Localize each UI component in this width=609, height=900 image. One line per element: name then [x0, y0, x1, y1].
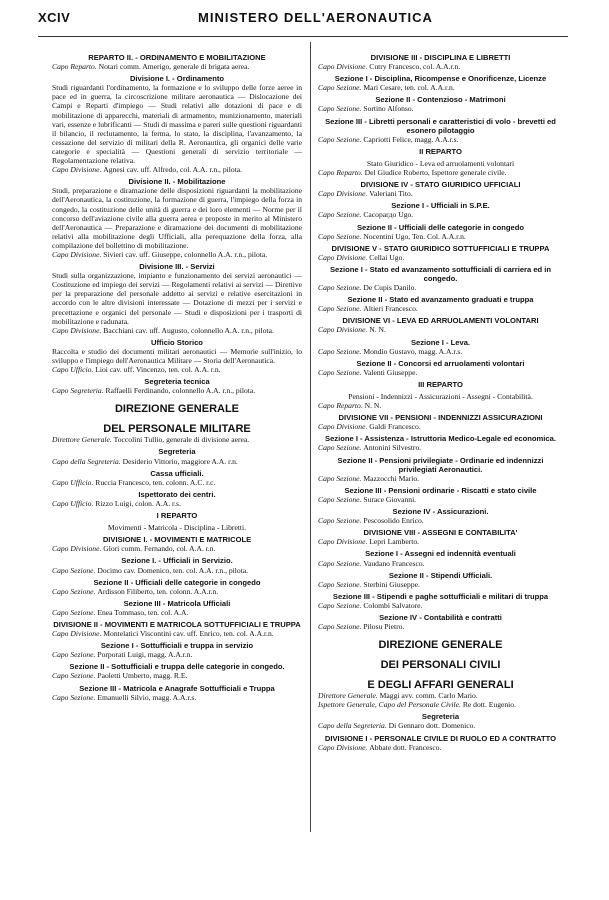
staff-entry — [52, 457, 302, 466]
role-label: Capo Divisione. — [52, 165, 104, 175]
entry-text: Sortino Alfonso. — [363, 104, 414, 114]
role-label: Capo Divisione. — [318, 422, 370, 432]
section-heading: Sezione II - Sottufficiali e truppa delle categorie in congedo. — [69, 662, 285, 672]
section-heading: DIVISIONE II - MOVIMENTI E MATRICOLA SOTTUFFICIALI E TRUPPA — [53, 619, 301, 629]
role-label: Direttore Generale. — [52, 435, 114, 445]
entry-text: Ruccia Francesco, ten. colonn. A.C. r.c. — [95, 477, 216, 487]
entry-text: Sterbini Giuseppe. — [363, 579, 420, 589]
staff-entry — [52, 386, 302, 395]
role-label: Capo Sezione. — [318, 558, 364, 568]
staff-entry — [318, 559, 563, 568]
section-heading: Sezione III - Libretti personali e caratteristici di volo - brevetti ed esonero pilotaggio — [325, 116, 556, 135]
staff-entry — [318, 253, 563, 262]
role-label: Capo Sezione. — [318, 134, 364, 144]
section-heading: Sezione IV - Assicurazioni. — [392, 507, 489, 517]
role-label: Capo Sezione. — [318, 516, 364, 526]
role-label: Direttore Generale. — [318, 691, 380, 701]
entry-text: Notari comm. Amerigo, generale di brigata aerea. — [98, 62, 250, 72]
role-label: Capo Divisione. — [318, 252, 370, 262]
duties-paragraph — [52, 271, 302, 326]
staff-entry — [318, 537, 563, 546]
entry-text: Sivieri cav. uff. Giuseppe, colonnello A.A. r.n., pilota. — [103, 249, 268, 259]
role-label: Capo Divisione. — [52, 249, 104, 259]
entry-text: Pilosu Pietro. — [363, 622, 405, 632]
entry-text: Di Gennaro dott. Domenico. — [388, 721, 476, 731]
entry-text: N. N. — [369, 325, 386, 335]
staff-entry — [318, 283, 563, 292]
section-heading: Segreteria tecnica — [144, 377, 210, 387]
directorate-heading: E DEGLI AFFARI GENERALI — [367, 679, 514, 692]
staff-entry — [318, 474, 563, 483]
section-heading: DIVISIONE IV - STATO GIURIDICO UFFICIALI — [360, 180, 521, 190]
section-heading: Sezione II - Ufficiali delle categorie in congedo — [93, 577, 261, 587]
column-divider — [310, 42, 311, 832]
staff-entry — [52, 250, 302, 259]
staff-entry — [318, 700, 563, 709]
staff-entry — [318, 401, 563, 410]
staff-entry — [318, 422, 563, 431]
staff-entry — [318, 691, 563, 700]
staff-entry — [318, 210, 563, 219]
directorate-heading: DEI PERSONALI CIVILI — [380, 659, 501, 672]
role-label: Capo Sezione. — [318, 600, 364, 610]
staff-entry — [318, 83, 563, 92]
section-heading: I REPARTO — [156, 511, 198, 521]
role-label: Capo Sezione. — [318, 83, 364, 93]
staff-entry — [318, 304, 563, 313]
staff-entry — [52, 365, 302, 374]
role-label: Capo Divisione. — [318, 537, 370, 547]
entry-text: Surace Giovanni. — [363, 494, 417, 504]
entry-text: Studi, preparazione e diramazione delle disposizioni riguardanti la mobilitazione dell'Aeronautica, la costituzione, la formazione di guerra, l'impiego della forza in congedo, la costituzione delle unità di guerra e dei loro elementi — Norme per il concorso dell'aviazione civile alla guerra aerea e proposte in merito al Ministero dell'Aeronautica — Preparazione e diramazione dei documenti di mobilitazione relativi alla mobilitazione degli Ufficiali, alla perequazione della forza, alla compilazione del bollettino di mobilitazione. — [52, 186, 302, 250]
section-heading: DIVISIONE VII - PENSIONI - INDENNIZZI ASSICURAZIONI — [338, 413, 543, 423]
staff-entry — [318, 104, 563, 113]
section-heading: Ufficio Storico — [151, 337, 203, 347]
section-heading: Sezione I - Leva. — [410, 337, 471, 347]
role-label: Capo Divisione. — [52, 325, 104, 335]
section-heading: Sezione II - Stato ed avanzamento graduati e truppa — [347, 295, 534, 305]
staff-entry — [52, 693, 302, 702]
section-heading: Divisione III. - Servizi — [139, 262, 215, 272]
role-label: Capo Ufficio. — [52, 365, 96, 375]
section-heading: Sezione III - Matricola e Anagrafe Sottufficiali e Truppa — [79, 683, 275, 693]
role-label: Capo Sezione. — [318, 473, 364, 483]
staff-entry — [318, 495, 563, 504]
role-label: Capo Sezione. — [318, 622, 364, 632]
entry-text: Paoletti Umberto, magg. R.E. — [97, 671, 188, 681]
section-heading: II REPARTO — [419, 146, 462, 156]
entry-text: Cacoparдо Ugo. — [363, 210, 414, 220]
entry-text: Abbate dott. Francesco. — [369, 742, 442, 752]
staff-entry — [318, 347, 563, 356]
entry-text: Valenti Giuseppe. — [363, 367, 418, 377]
entry-text: Lioi cav. uff. Vincenzo, ten. col. A.A. r.n. — [95, 365, 221, 375]
section-heading: DIVISIONE V - STATO GIURIDICO SOTTUFFICIALI E TRUPPA — [331, 243, 550, 253]
entry-text: Galdi Francesco. — [369, 422, 421, 432]
staff-entry — [318, 622, 563, 631]
entry-text: Agnesi cav. uff. Alfredo, col. A.A. r.n., pilota. — [103, 165, 243, 175]
section-heading: Sezione II - Contenzioso - Matrimoni — [375, 95, 506, 105]
running-header — [38, 8, 589, 30]
directorate-heading: DEL PERSONALE MILITARE — [103, 423, 251, 436]
staff-entry — [318, 189, 563, 198]
role-label: Capo Ufficio. — [52, 498, 96, 508]
role-label: Capo Sezione. — [52, 565, 98, 575]
section-heading: Sezione III - Pensioni ordinarie - Riscatti e stato civile — [344, 485, 537, 495]
staff-entry — [318, 368, 563, 377]
staff-entry — [318, 721, 563, 730]
staff-entry — [52, 566, 302, 575]
section-heading: Sezione II - Concorsi ed arruolamenti volontari — [356, 358, 525, 368]
section-heading: Segreteria — [421, 712, 460, 722]
role-label: Capo Reparto. — [318, 401, 365, 411]
staff-entry — [318, 743, 563, 752]
staff-entry — [318, 601, 563, 610]
role-label: Capo Sezione. — [318, 579, 364, 589]
entry-text: N. N. — [364, 401, 382, 411]
section-heading: DIVISIONE I - PERSONALE CIVILE DI RUOLO ED A CONTRATTO — [324, 733, 557, 743]
role-label: Capo Sezione. — [318, 443, 364, 453]
role-label: Ispettore Generale, Capo del Personale Civile. — [318, 700, 463, 710]
section-heading: Sezione I - Stato ed avanzamento sottufficiali di carriera ed in congedo. — [329, 264, 552, 283]
entry-text: Porporati Luigi, magg. A.A.r.n. — [97, 650, 193, 660]
entry-text: Cutry Francesco, col. A.A.r.n. — [369, 62, 461, 72]
entry-text: Emanuelli Silvio, magg. A.A.r.s. — [97, 692, 197, 702]
entry-text: Del Giudice Roberto, Ispettore generale civile. — [364, 168, 507, 178]
role-label: Capo Sezione. — [318, 494, 364, 504]
entry-text: Rizzo Luigi, colon. A.A. r.s. — [95, 498, 181, 508]
role-label: Capo Sezione. — [52, 586, 98, 596]
role-label: Capo Segreteria. — [52, 386, 106, 396]
left-column — [52, 50, 302, 702]
staff-entry — [52, 165, 302, 174]
role-label: Capo Sezione. — [318, 104, 364, 114]
role-label: Capo Divisione. — [318, 325, 370, 335]
section-heading: Sezione I. - Ufficiali in Servizio. — [121, 556, 233, 566]
entry-text: Lepri Lamberto. — [369, 537, 420, 547]
role-label: Capo Sezione. — [52, 607, 98, 617]
entry-text: Pescosolido Enrico. — [363, 516, 424, 526]
section-heading: III REPARTO — [418, 379, 463, 389]
role-label: Capo Sezione. — [52, 692, 98, 702]
section-heading: Divisione I. - Ordinamento — [129, 74, 225, 84]
entry-text: Bacchiani cav. uff. Augusto, colonnello A.A. r.n., pilota. — [103, 325, 274, 335]
staff-entry — [318, 580, 563, 589]
role-label: Capo Sezione. — [318, 346, 364, 356]
staff-entry — [318, 232, 563, 241]
entry-text: Desiderio Vittorio, maggiore A.A. r.n. — [122, 456, 238, 466]
reparto-subtitle: Stato Giuridico - Leva ed arruolamenti volontari — [366, 158, 515, 168]
section-heading: Ispettorato dei centri. — [138, 489, 216, 499]
entry-text: Toccolini Tullio, generale di divisione aerea. — [113, 435, 250, 445]
entry-text: Maggi avv. comm. Carlo Mario. — [379, 691, 478, 701]
role-label: Capo Sezione. — [318, 231, 364, 241]
staff-entry — [318, 168, 563, 177]
staff-entry — [318, 516, 563, 525]
entry-text: Vaudano Francesco. — [363, 558, 425, 568]
entry-text: Ardisson Filiberto, ten. colonn. A.A.r.n. — [97, 586, 219, 596]
role-label: Capo Sezione. — [318, 367, 364, 377]
staff-entry — [52, 608, 302, 617]
entry-text: Re dott. Eugenio. — [462, 700, 516, 710]
role-label: Capo Divisione. — [52, 544, 104, 554]
header-rule — [38, 36, 568, 37]
section-heading: Sezione II - Ufficiali delle categorie in congedo — [356, 222, 525, 232]
section-heading: REPARTO II. - ORDINAMENTO E MOBILITAZIONE — [88, 53, 266, 62]
entry-text: Mondio Gustavo, magg. A.A.r.s. — [363, 346, 463, 356]
running-title: MINISTERO DELL'AERONAUTICA — [198, 10, 433, 25]
section-heading: Sezione I - Sottufficiali e truppa in servizio — [100, 641, 254, 651]
role-label: Capo Ufficio. — [52, 477, 96, 487]
entry-text: Antonini Silvestro. — [363, 443, 422, 453]
entry-text: Studi sulla organizzazione, impianto e funzionamento dei servizi aeronautici — Costituzione ed impiego dei servizi — Regolamenti relativi ai servizi — Direttive per la preparazione del personale addetto ai servizi e relative esercitazioni in accordo con le altre divisioni interessate — Dotazione di mezzi per i servizi e precettazione e organici del personale — Studi e disposizioni per i trasporti di mobilitazione e radunata. — [52, 271, 302, 326]
staff-entry — [52, 435, 302, 444]
entry-text: Docimo cav. Domenico, ten. col. A.A. r.n., pilota. — [97, 565, 249, 575]
entry-text: De Cupis Danilo. — [363, 283, 417, 293]
duties-paragraph — [52, 186, 302, 250]
role-label: Capo Sezione. — [318, 210, 364, 220]
section-heading: Sezione I - Assistenza - Istruttoria Medico-Legale ed economica. — [325, 434, 556, 444]
role-label: Capo Sezione. — [318, 304, 364, 314]
entry-text: Mazzocchi Mario. — [363, 473, 420, 483]
entry-text: Enea Tommaso, ten. col. A.A. — [97, 607, 189, 617]
staff-entry — [52, 587, 302, 596]
role-label: Capo Divisione. — [318, 189, 370, 199]
role-label: Capo Reparto. — [318, 168, 365, 178]
entry-text: Nocentini Ugo, Ten. Col. A.A.r.n. — [363, 231, 466, 241]
staff-entry — [52, 629, 302, 638]
staff-entry — [52, 650, 302, 659]
page-number: XCIV — [38, 10, 71, 25]
role-label: Capo della Segreteria. — [318, 721, 389, 731]
staff-entry — [318, 325, 563, 334]
role-label: Capo Divisione. — [318, 742, 370, 752]
directorate-heading: DIREZIONE GENERALE — [378, 639, 503, 652]
staff-entry — [52, 671, 302, 680]
entry-text: Valeriani Tito. — [369, 189, 413, 199]
role-label: Capo Sezione. — [318, 283, 364, 293]
entry-text: Mari Cesare, ten. col. A.A.r.n. — [363, 83, 455, 93]
staff-entry — [318, 135, 563, 144]
section-heading: Sezione III - Stipendi e paghe sottufficiali e militari di truppa — [332, 591, 549, 601]
entry-text: Montelatici Viscontini cav. uff. Enrico, ten. col. A.A.r.n. — [103, 629, 274, 639]
staff-entry — [52, 62, 302, 71]
entry-text: Capriotti Felice, magg. A.A.r.s. — [363, 134, 459, 144]
entry-text: Cellai Ugo. — [369, 252, 405, 262]
section-heading: DIVISIONE I. - MOVIMENTI E MATRICOLE — [102, 535, 252, 545]
role-label: Capo Sezione. — [52, 671, 98, 681]
staff-entry — [52, 326, 302, 335]
section-heading: Sezione I - Ufficiali in S.P.E. — [391, 201, 490, 211]
section-heading: DIVISIONE VIII - ASSEGNI E CONTABILITA' — [363, 528, 518, 538]
role-label: Capo Divisione. — [318, 62, 370, 72]
section-heading: Divisione II. - Mobilitazione — [128, 177, 226, 187]
section-heading: DIVISIONE VI - LEVA ED ARRUOLAMENTI VOLONTARI — [342, 316, 539, 326]
role-label: Capo Divisione. — [52, 629, 104, 639]
section-heading: Sezione I - Assegni ed indennità eventuali — [365, 549, 516, 559]
directorate-heading: DIREZIONE GENERALE — [114, 403, 240, 416]
entry-text: Raffaelli Ferdinando, colonnello A.A. r.n., pilota. — [105, 386, 256, 396]
role-label: Capo Sezione. — [52, 650, 98, 660]
staff-entry — [318, 443, 563, 452]
right-column — [318, 50, 563, 752]
reparto-subtitle: Movimenti - Matricola - Disciplina - Libretti. — [107, 523, 247, 533]
entry-text: Colombi Salvatore. — [363, 600, 423, 610]
entry-text: Altieri Francesco. — [363, 304, 418, 314]
section-heading: DIVISIONE III - DISCIPLINA E LIBRETTI — [370, 53, 511, 62]
staff-entry — [52, 478, 302, 487]
section-heading: Sezione III - Matricola Ufficiali — [123, 598, 231, 608]
entry-text: Raccolta e studio dei documenti militari aeronautici — Memorie sull'inizio, lo sviluppo e l'impiego dell'Aeronautica Militare — Storia dell'Aeronautica. — [52, 346, 302, 365]
section-heading: Sezione I - Disciplina, Ricompense e Onorificenze, Licenze — [334, 74, 547, 84]
duties-paragraph — [52, 83, 302, 165]
staff-entry — [52, 544, 302, 553]
reparto-subtitle: Pensioni - Indennizzi - Assicurazioni - Assegni - Contabilità. — [348, 392, 533, 401]
role-label: Capo della Segreteria. — [52, 456, 123, 466]
section-heading: Sezione II - Stipendi Ufficiali. — [388, 570, 493, 580]
staff-entry — [318, 62, 563, 71]
duties-paragraph — [52, 347, 302, 365]
staff-entry — [52, 499, 302, 508]
section-heading: Segreteria — [158, 447, 196, 457]
role-label: Capo Reparto. — [52, 62, 99, 72]
section-heading: Cassa ufficiali. — [150, 468, 204, 478]
section-heading: Sezione II - Pensioni privilegiate - Ordinarie ed indennizzi privilegiati Aeronautici. — [337, 455, 544, 474]
entry-text: Glori comm. Fernando, col. A.A. r.n. — [103, 544, 216, 554]
entry-text: Studi riguardanti l'ordinamento, la formazione e lo sviluppo delle forze aeree in pace ed in guerra, la circoscrizione militare aeronautica — Dislocazione dei Campi e Reparti d'impiego — Studi relativi alle dotazioni di pace e di mobilitazione di apparecchi, materiali di armamento, munizionamento, materiali vari, essenze e lubrificanti — Studi di massima e pareri sulle questioni riguardanti il bilancio, il reclutamento, la ferma, lo stato, la disciplina, l'avanzamento, la cessazione del servizio di militari della R. Aeronautica, gli organici delle varie categorie e specialità — Questioni generali di servizio territoriale — Regolamentazione relativa. — [52, 83, 302, 166]
section-heading: Sezione IV - Contabilità e contratti — [379, 612, 502, 622]
